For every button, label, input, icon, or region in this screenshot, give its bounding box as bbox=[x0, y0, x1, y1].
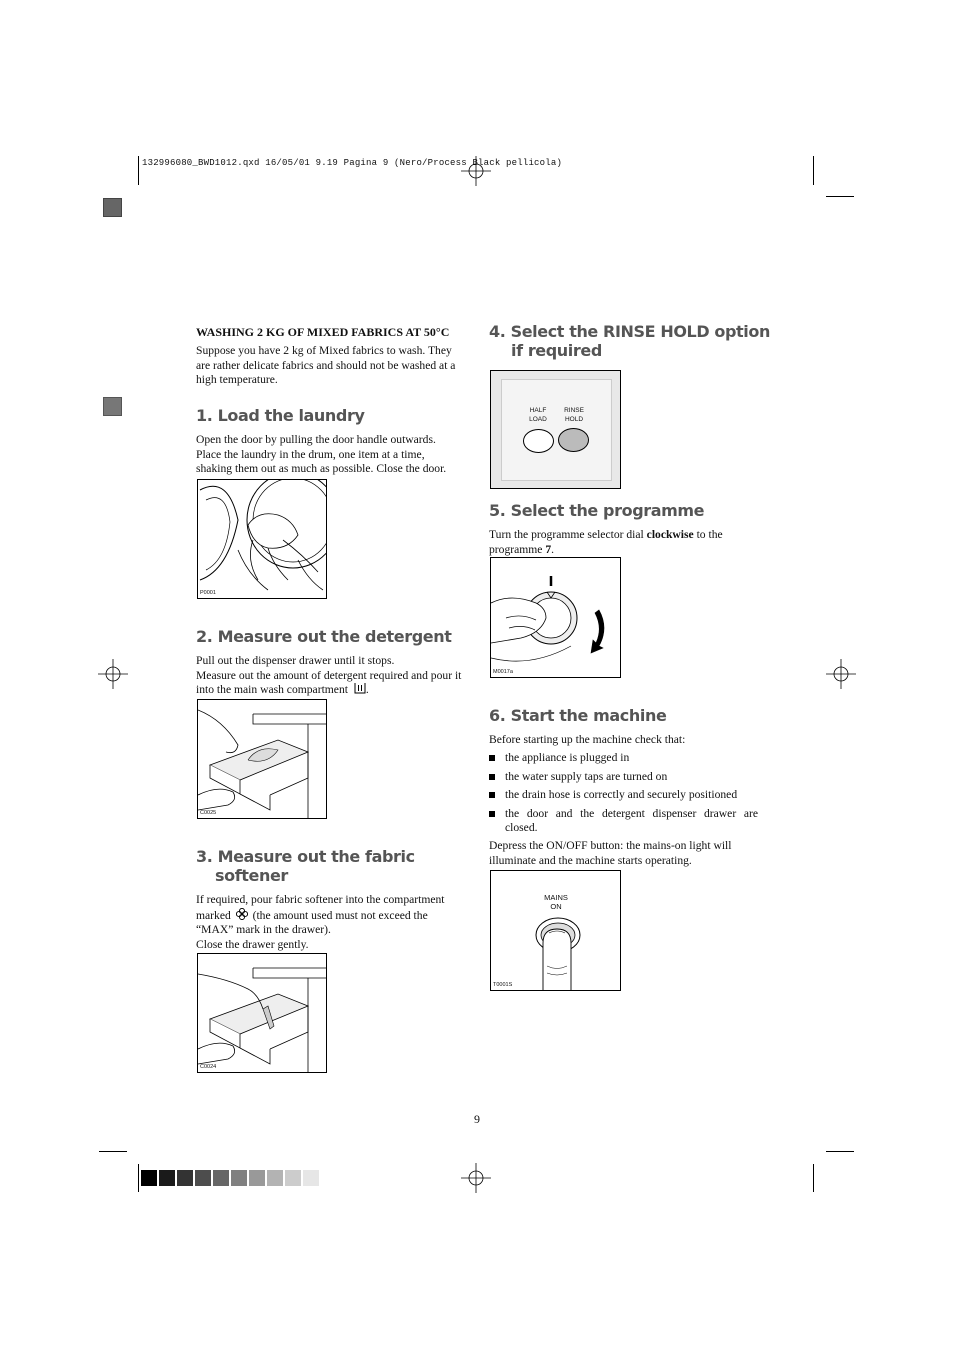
step3-title bbox=[196, 847, 415, 885]
crop-mark bbox=[813, 156, 814, 185]
registration-mark-icon bbox=[98, 659, 128, 689]
intro-text: Suppose you have 2 kg of Mixed fabrics to wash. They are rather delicate fabrics and should not be washed at a high temperature. bbox=[196, 344, 456, 387]
step4-title-line2: if required bbox=[511, 341, 602, 360]
color-swatch bbox=[285, 1170, 301, 1186]
step3-title-line2: softener bbox=[215, 866, 288, 885]
mains-on-label-line2: ON bbox=[550, 902, 562, 911]
step2-title: 2. Measure out the detergent bbox=[196, 627, 452, 646]
step3-line2b: (the amount used must not exceed the bbox=[252, 908, 428, 922]
control-panel bbox=[501, 379, 612, 481]
step3-line4: Close the drawer gently. bbox=[196, 937, 309, 951]
check-list-item bbox=[489, 770, 758, 785]
intro-heading: WASHING 2 KG OF MIXED FABRICS AT 50°C bbox=[196, 325, 450, 339]
registration-mark-icon bbox=[461, 156, 491, 186]
check-text: the appliance is plugged in bbox=[505, 751, 630, 764]
figure-code: M0017a bbox=[493, 669, 513, 675]
programme-dial-illustration bbox=[490, 557, 621, 678]
registration-mark-icon bbox=[461, 1163, 491, 1193]
step1-title: 1. Load the laundry bbox=[196, 406, 365, 425]
step5-text bbox=[489, 528, 759, 557]
step5-text-c: to the programme bbox=[489, 528, 723, 556]
color-swatch bbox=[267, 1170, 283, 1186]
check-list bbox=[489, 751, 758, 840]
figure-code: T0001S bbox=[493, 982, 513, 988]
figure-code: C0025 bbox=[200, 810, 217, 816]
finger-press-icon bbox=[491, 871, 620, 990]
figure-code: C0024 bbox=[200, 1064, 217, 1070]
step5-text-d: 7 bbox=[545, 542, 552, 556]
color-swatch-bar bbox=[141, 1170, 321, 1186]
half-load-label-line2: LOAD bbox=[529, 416, 547, 423]
dispenser-drawer-icon bbox=[198, 700, 326, 818]
registration-mark-icon bbox=[826, 659, 856, 689]
color-swatch bbox=[231, 1170, 247, 1186]
check-text: the water supply taps are turned on bbox=[505, 769, 668, 783]
rinse-hold-button bbox=[558, 428, 589, 452]
step3-line2a: marked bbox=[196, 908, 231, 922]
step3-line1: If required, pour fabric softener into the compartment bbox=[196, 893, 445, 906]
color-swatch bbox=[177, 1170, 193, 1186]
check-list-item bbox=[489, 788, 758, 803]
step2-line2-end: . bbox=[365, 683, 369, 697]
step2-line2 bbox=[196, 669, 464, 698]
step3-line3: “MAX” mark in the drawer). bbox=[196, 923, 331, 937]
softener-drawer-illustration bbox=[197, 953, 327, 1073]
rinse-hold-label-line1: RINSE bbox=[564, 407, 584, 414]
fabric-softener-flower-icon bbox=[236, 908, 248, 920]
check-text: the drain hose is correctly and securely positioned bbox=[505, 788, 738, 802]
step6-title: 6. Start the machine bbox=[489, 706, 667, 725]
color-swatch bbox=[159, 1170, 175, 1186]
step5-title: 5. Select the programme bbox=[489, 501, 705, 520]
color-swatch bbox=[249, 1170, 265, 1186]
step2-line1: Pull out the dispenser drawer until it stops. bbox=[196, 654, 395, 667]
step2-line2-text: Measure out the amount of detergent required and pour it into the main wash compartment bbox=[196, 668, 462, 697]
step4-title bbox=[489, 322, 770, 360]
softener-pour-icon bbox=[198, 954, 326, 1072]
color-swatch bbox=[213, 1170, 229, 1186]
crop-mark bbox=[826, 1151, 854, 1152]
half-load-label-line1: HALF bbox=[529, 407, 547, 414]
color-swatch bbox=[303, 1170, 319, 1186]
side-marker-square bbox=[103, 198, 122, 217]
step6-outro: Depress the ON/OFF button: the mains-on light will illuminate and the machine starts operating. bbox=[489, 839, 732, 867]
load-laundry-illustration bbox=[197, 479, 327, 599]
step5-text-a: Turn the programme selector dial bbox=[489, 528, 647, 541]
mains-on-illustration bbox=[490, 870, 621, 991]
step1-text: Open the door by pulling the door handle outwards. Place the laundry in the drum, one item at a time, shaking them out as much as possible. Close the door. bbox=[196, 433, 447, 476]
step5-text-b: clockwise bbox=[646, 528, 694, 541]
rinse-hold-label bbox=[557, 406, 591, 424]
color-swatch bbox=[141, 1170, 157, 1186]
crop-mark bbox=[138, 156, 139, 185]
page-number: 9 bbox=[474, 1112, 480, 1126]
step3-line2 bbox=[196, 908, 464, 924]
crop-mark bbox=[826, 196, 854, 197]
step6-intro: Before starting up the machine check that: bbox=[489, 733, 686, 746]
bullet-square-icon bbox=[489, 755, 495, 761]
bullet-square-icon bbox=[489, 811, 495, 817]
bullet-square-icon bbox=[489, 792, 495, 798]
selector-dial-icon bbox=[491, 558, 620, 677]
crop-mark bbox=[138, 1164, 139, 1192]
mains-on-label-line1: MAINS bbox=[544, 893, 568, 902]
side-marker-square bbox=[103, 397, 122, 416]
half-load-label bbox=[521, 406, 555, 424]
step2-text bbox=[196, 654, 464, 698]
rinse-hold-panel-illustration bbox=[490, 370, 621, 489]
check-text: the door and the detergent dispenser drawer are closed. bbox=[505, 806, 758, 835]
crop-mark bbox=[813, 1164, 814, 1192]
step3-text bbox=[196, 893, 464, 952]
detergent-drawer-illustration bbox=[197, 699, 327, 819]
check-list-item bbox=[489, 807, 758, 836]
slug-line: 132996080_BWD1012.qxd 16/05/01 9.19 Pagina 9 (Nero/Process Black pellicola) bbox=[142, 158, 563, 168]
crop-mark bbox=[99, 1151, 127, 1152]
step5-text-e: . bbox=[551, 542, 555, 556]
color-swatch bbox=[195, 1170, 211, 1186]
step3-title-line1: 3. Measure out the fabric bbox=[196, 847, 415, 866]
main-wash-compartment-icon bbox=[354, 683, 366, 694]
rinse-hold-label-line2: HOLD bbox=[564, 416, 584, 423]
figure-code: P0001 bbox=[200, 590, 216, 596]
half-load-button bbox=[523, 429, 554, 453]
drum-laundry-icon bbox=[198, 480, 326, 598]
step4-title-line1: 4. Select the RINSE HOLD option bbox=[489, 322, 770, 341]
check-list-item bbox=[489, 751, 758, 766]
bullet-square-icon bbox=[489, 774, 495, 780]
